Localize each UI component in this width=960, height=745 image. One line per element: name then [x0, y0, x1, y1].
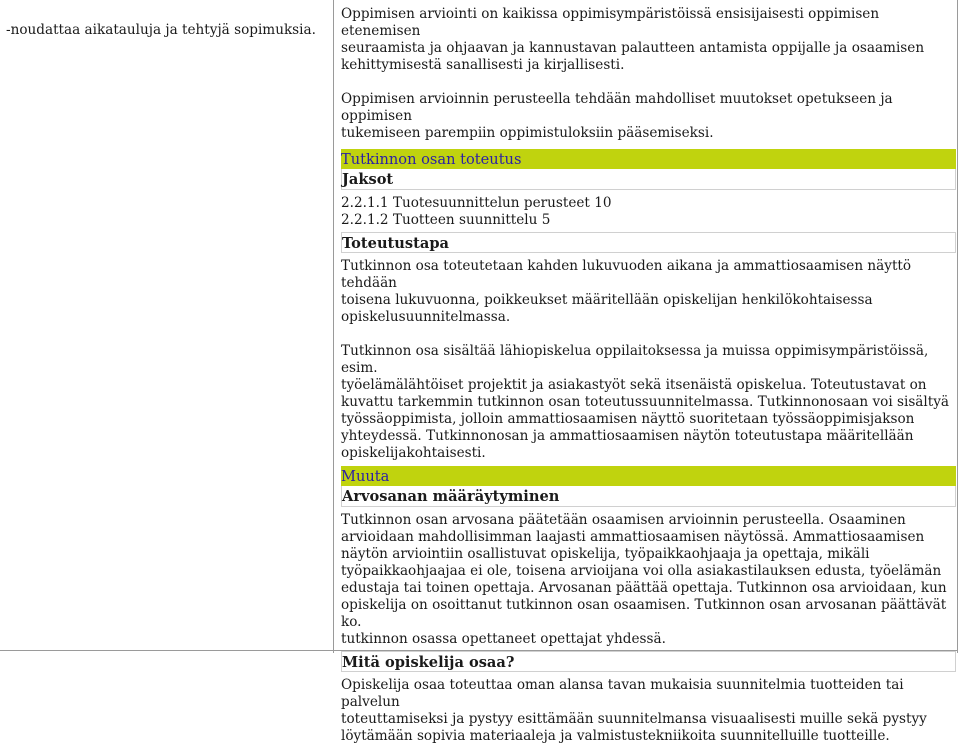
toteutustapa-paragraph-1: Tutkinnon osa toteutetaan kahden lukuvuoden aikana ja ammattiosaamisen näyttö tehdään toisena lukuvuonna, poikkeukset määritellään opiskelijan henkilökohtaisessa opiskelusuunnitelmassa. [341, 258, 912, 325]
subheading-mita-osaa: Mitä opiskelija osaa? [341, 651, 956, 672]
section-heading-toteutus: Tutkinnon osan toteutus [341, 149, 956, 169]
intro-paragraph-1: Oppimisen arviointi on kaikissa oppimisympäristöissä ensisijaisesti oppimisen etenemisen seuraamista ja ohjaavan ja kannustavan palautteen antamista oppijalle ja osaamisen kehittymisestä sanallisesti ja kirjallisesti. [341, 6, 925, 73]
jakso-item-1: 2.2.1.1 Tuotesuunnittelun perusteet 10 [341, 195, 612, 211]
arvosana-paragraph: Tutkinnon osan arvosana päätetään osaamisen arvioinnin perusteella. Osaaminen arvioidaan mahdollisimman laajasti ammattiosaamisen näytössä. Ammattiosaamisen näytön arviointiin osallistuvat opiskelija, työpaikkaohjaaja ja opettaja, mikäli työpaikkaohjaajaa ei ole, toisena arvioijana voi olla asiakastilauksen edusta, työelämän edustaja tai toinen opettaja. Arvosanan päättää opettaja. Tutkinnon osa arvioidaan, kun opiskelija on osoittanut tutkinnon osan osaamisen. Tutkinnon osan arvosanan päättävät ko. tutkinnon osassa opettaneet opettajat yhdessä. [341, 512, 947, 647]
intro-paragraph-2: Oppimisen arvioinnin perusteella tehdään mahdolliset muutokset opetukseen ja oppimisen tukemiseen parempiin oppimistuloksiin pääsemiseksi. [341, 91, 893, 141]
right-border [957, 0, 958, 653]
section-heading-muuta: Muuta [341, 466, 956, 486]
subheading-arvosana: Arvosanan määräytyminen [341, 486, 956, 507]
jakso-item-2: 2.2.1.2 Tuotteen suunnittelu 5 [341, 212, 551, 228]
column-divider [333, 0, 334, 653]
subheading-toteutustapa: Toteutustapa [341, 232, 956, 253]
mita-osaa-paragraph: Opiskelija osaa toteuttaa oman alansa tavan mukaisia suunnitelmia tuotteiden tai palvelun toteuttamiseksi ja pystyy esittämään suunnitelmansa visuaalisesti muille sekä pystyy löytämään sopivia materiaaleja ja valmistustekniikoita suunnitelluille tuotteille. [341, 677, 927, 744]
subheading-jaksot: Jaksot [341, 169, 956, 190]
left-cell-text: -noudattaa aikatauluja ja tehtyjä sopimuksia. [6, 22, 316, 38]
toteutustapa-paragraph-2: Tutkinnon osa sisältää lähiopiskelua oppilaitoksessa ja muissa oppimisympäristöissä, esim. työelämälähtöiset projektit ja asiakastyöt sekä itsenäistä opiskelua. Toteutustavat on kuvattu tarkemmin tutkinnon osan toteutussuunnitelmassa. Tutkinnonosaan voi sisältyä työssäoppimista, jolloin ammattiosaamisen näyttö suoritetaan työssäoppimisjakson yhteydessä. Tutkinnonosan ja ammattiosaamisen näytön toteutustapa määritellään opiskelijakohtaisesti. [341, 343, 949, 461]
right-column [341, 6, 953, 745]
